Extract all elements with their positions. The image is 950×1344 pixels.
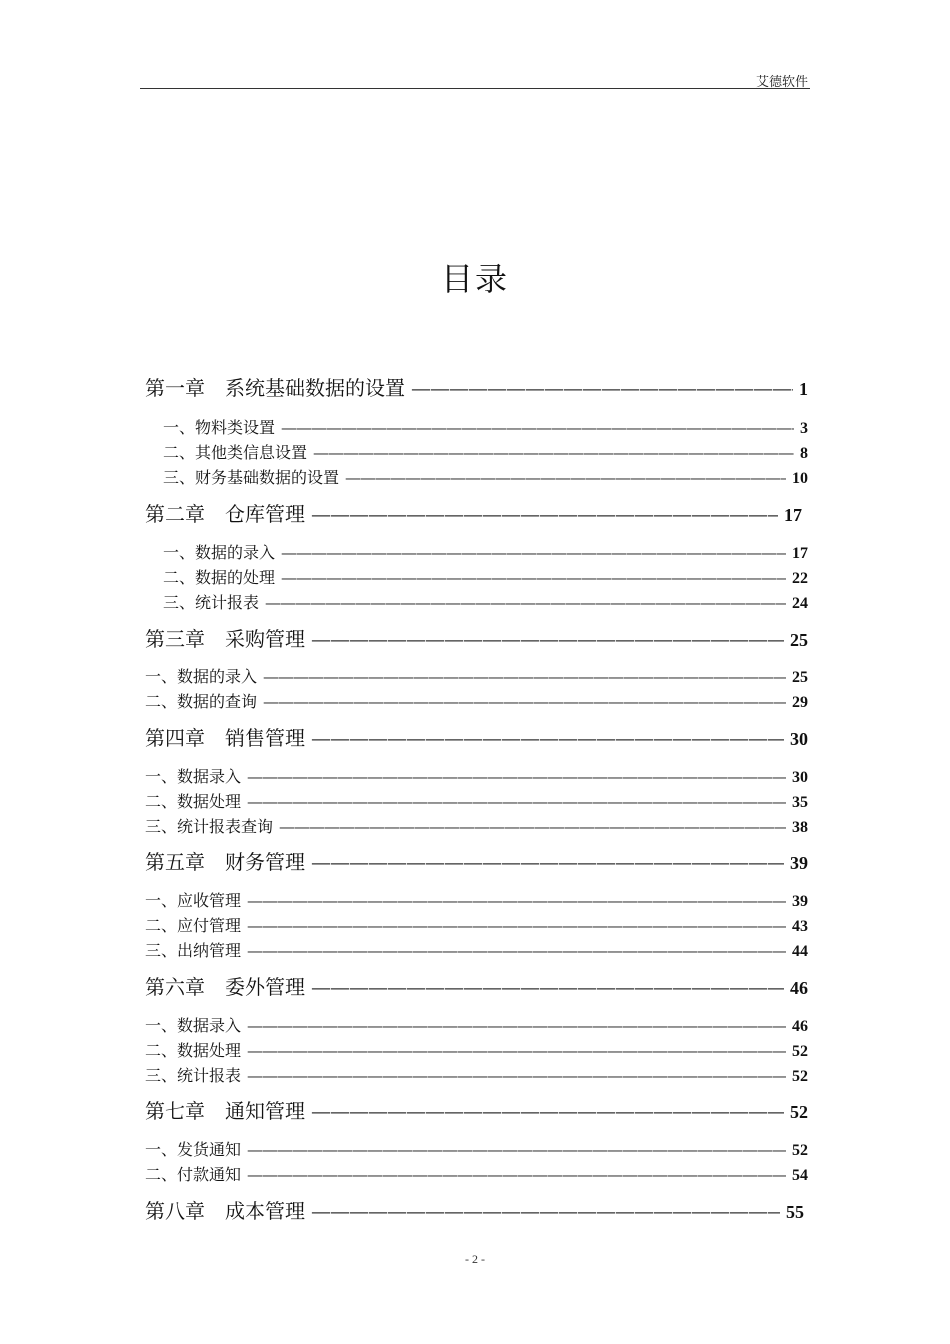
toc-leader-line bbox=[411, 376, 793, 400]
toc-entry-label: 三、统计报表查询 bbox=[145, 817, 274, 836]
toc-leader-line bbox=[345, 468, 786, 487]
toc-page-number: 17 bbox=[784, 505, 802, 525]
toc-leader-line bbox=[279, 817, 786, 836]
toc-section-row[interactable] bbox=[163, 440, 808, 463]
toc-leader-line bbox=[281, 543, 786, 562]
toc-page-number: 43 bbox=[792, 918, 808, 935]
page-number: - 2 - bbox=[465, 1252, 485, 1266]
toc-page-number: 52 bbox=[792, 1142, 808, 1159]
toc-section-row[interactable] bbox=[163, 415, 808, 438]
toc-page-number: 3 bbox=[800, 420, 808, 437]
toc-chapter-row[interactable] bbox=[145, 372, 808, 401]
toc-chapter-row[interactable] bbox=[145, 722, 808, 751]
toc-section-row[interactable] bbox=[145, 689, 808, 712]
toc-section-row[interactable] bbox=[145, 1038, 808, 1061]
toc-entry-label: 一、物料类设置 bbox=[163, 418, 276, 437]
toc-section-row[interactable] bbox=[163, 565, 808, 588]
toc-page-number: 24 bbox=[792, 595, 808, 612]
toc-leader-line bbox=[281, 568, 786, 587]
toc-leader-line bbox=[247, 891, 786, 910]
toc-page-number: 52 bbox=[792, 1068, 808, 1085]
toc-section-row[interactable] bbox=[145, 888, 808, 911]
toc-entry-label: 一、应收管理 bbox=[145, 891, 242, 910]
toc-leader-line bbox=[247, 1140, 786, 1159]
toc-leader-line bbox=[265, 593, 786, 612]
toc-page-number: 30 bbox=[792, 769, 808, 786]
toc-entry-label: 三、财务基础数据的设置 bbox=[163, 468, 340, 487]
toc-entry-label: 二、数据处理 bbox=[145, 792, 242, 811]
toc-section-row[interactable] bbox=[145, 814, 808, 837]
toc-section-row[interactable] bbox=[145, 938, 808, 961]
toc-page-number: 46 bbox=[792, 1018, 808, 1035]
toc-section-row[interactable] bbox=[145, 789, 808, 812]
toc-chapter-row[interactable] bbox=[145, 1195, 804, 1224]
toc-section-row[interactable] bbox=[163, 590, 808, 613]
toc-section-row[interactable] bbox=[145, 664, 808, 687]
toc-leader-line bbox=[311, 726, 784, 750]
toc-page-number: 30 bbox=[790, 729, 808, 749]
toc-section-row[interactable] bbox=[145, 1013, 808, 1036]
toc-page-number: 52 bbox=[792, 1043, 808, 1060]
toc-page-number: 54 bbox=[792, 1167, 808, 1184]
toc-entry-label: 三、统计报表 bbox=[163, 593, 260, 612]
toc-entry-label: 二、数据的处理 bbox=[163, 568, 276, 587]
toc-page-number: 39 bbox=[790, 853, 808, 873]
toc-page-number: 25 bbox=[792, 669, 808, 686]
toc-page-number: 17 bbox=[792, 545, 808, 562]
toc-entry-label: 第八章 成本管理 bbox=[145, 1199, 305, 1223]
toc-leader-line bbox=[311, 1199, 780, 1223]
toc-leader-line bbox=[311, 975, 784, 999]
toc-chapter-row[interactable] bbox=[145, 971, 808, 1000]
toc-section-row[interactable] bbox=[145, 1137, 808, 1160]
toc-chapter-row[interactable] bbox=[145, 623, 808, 652]
toc-entry-label: 一、数据的录入 bbox=[163, 543, 276, 562]
toc-section-row[interactable] bbox=[145, 913, 808, 936]
toc-leader-line bbox=[247, 767, 786, 786]
header-company: 艾德软件 bbox=[755, 75, 808, 90]
toc-entry-label: 二、数据处理 bbox=[145, 1041, 242, 1060]
toc-page-number: 35 bbox=[792, 794, 808, 811]
toc-entry-label: 二、数据的查询 bbox=[145, 692, 258, 711]
toc-leader-line bbox=[311, 627, 784, 651]
toc-section-row[interactable] bbox=[163, 465, 808, 488]
toc-entry-label: 三、统计报表 bbox=[145, 1066, 242, 1085]
toc-entry-label: 三、出纳管理 bbox=[145, 941, 242, 960]
toc-leader-line bbox=[247, 792, 786, 811]
toc-entry-label: 第五章 财务管理 bbox=[145, 850, 305, 874]
toc-page-number: 44 bbox=[792, 943, 808, 960]
toc-entry-label: 一、发货通知 bbox=[145, 1140, 242, 1159]
toc-page-number: 46 bbox=[790, 978, 808, 998]
toc-section-row[interactable] bbox=[145, 764, 808, 787]
toc-leader-line bbox=[247, 1165, 786, 1184]
toc-entry-label: 二、其他类信息设置 bbox=[163, 443, 308, 462]
toc-page-number: 39 bbox=[792, 893, 808, 910]
toc-entry-label: 第一章 系统基础数据的设置 bbox=[145, 376, 405, 400]
toc-page-number: 22 bbox=[792, 570, 808, 587]
toc-chapter-row[interactable] bbox=[145, 1095, 808, 1124]
toc-page-number: 55 bbox=[786, 1202, 804, 1222]
toc-chapter-row[interactable] bbox=[145, 846, 808, 875]
page-title: 目录 bbox=[440, 260, 509, 298]
toc-leader-line bbox=[263, 692, 786, 711]
toc-leader-line bbox=[281, 418, 794, 437]
toc-page-number: 10 bbox=[792, 470, 808, 487]
toc-leader-line bbox=[247, 916, 786, 935]
toc-leader-line bbox=[247, 1041, 786, 1060]
toc-page-number: 25 bbox=[790, 630, 808, 650]
toc-section-row[interactable] bbox=[145, 1162, 808, 1185]
toc-leader-line bbox=[247, 941, 786, 960]
toc-section-row[interactable] bbox=[163, 540, 808, 563]
toc-page-number: 8 bbox=[800, 445, 808, 462]
toc-chapter-row[interactable] bbox=[145, 498, 802, 527]
toc-page-number: 38 bbox=[792, 819, 808, 836]
toc-page-number: 52 bbox=[790, 1102, 808, 1122]
toc-entry-label: 一、数据的录入 bbox=[145, 667, 258, 686]
toc-leader-line bbox=[311, 850, 784, 874]
toc-section-row[interactable] bbox=[145, 1063, 808, 1086]
toc-entry-label: 一、数据录入 bbox=[145, 1016, 242, 1035]
toc-entry-label: 第二章 仓库管理 bbox=[145, 502, 305, 526]
toc-page-number: 1 bbox=[799, 379, 808, 399]
toc-leader-line bbox=[311, 1099, 784, 1123]
toc-entry-label: 第七章 通知管理 bbox=[145, 1099, 305, 1123]
toc-entry-label: 二、付款通知 bbox=[145, 1165, 242, 1184]
toc-entry-label: 第三章 采购管理 bbox=[145, 627, 305, 651]
toc-leader-line bbox=[263, 667, 786, 686]
toc-entry-label: 第六章 委外管理 bbox=[145, 975, 305, 999]
toc-entry-label: 第四章 销售管理 bbox=[145, 726, 305, 750]
toc-page-number: 29 bbox=[792, 694, 808, 711]
toc-entry-label: 一、数据录入 bbox=[145, 767, 242, 786]
toc-leader-line bbox=[247, 1066, 786, 1085]
toc-leader-line bbox=[311, 502, 778, 526]
toc-leader-line bbox=[313, 443, 794, 462]
toc-leader-line bbox=[247, 1016, 786, 1035]
toc-entry-label: 二、应付管理 bbox=[145, 916, 242, 935]
